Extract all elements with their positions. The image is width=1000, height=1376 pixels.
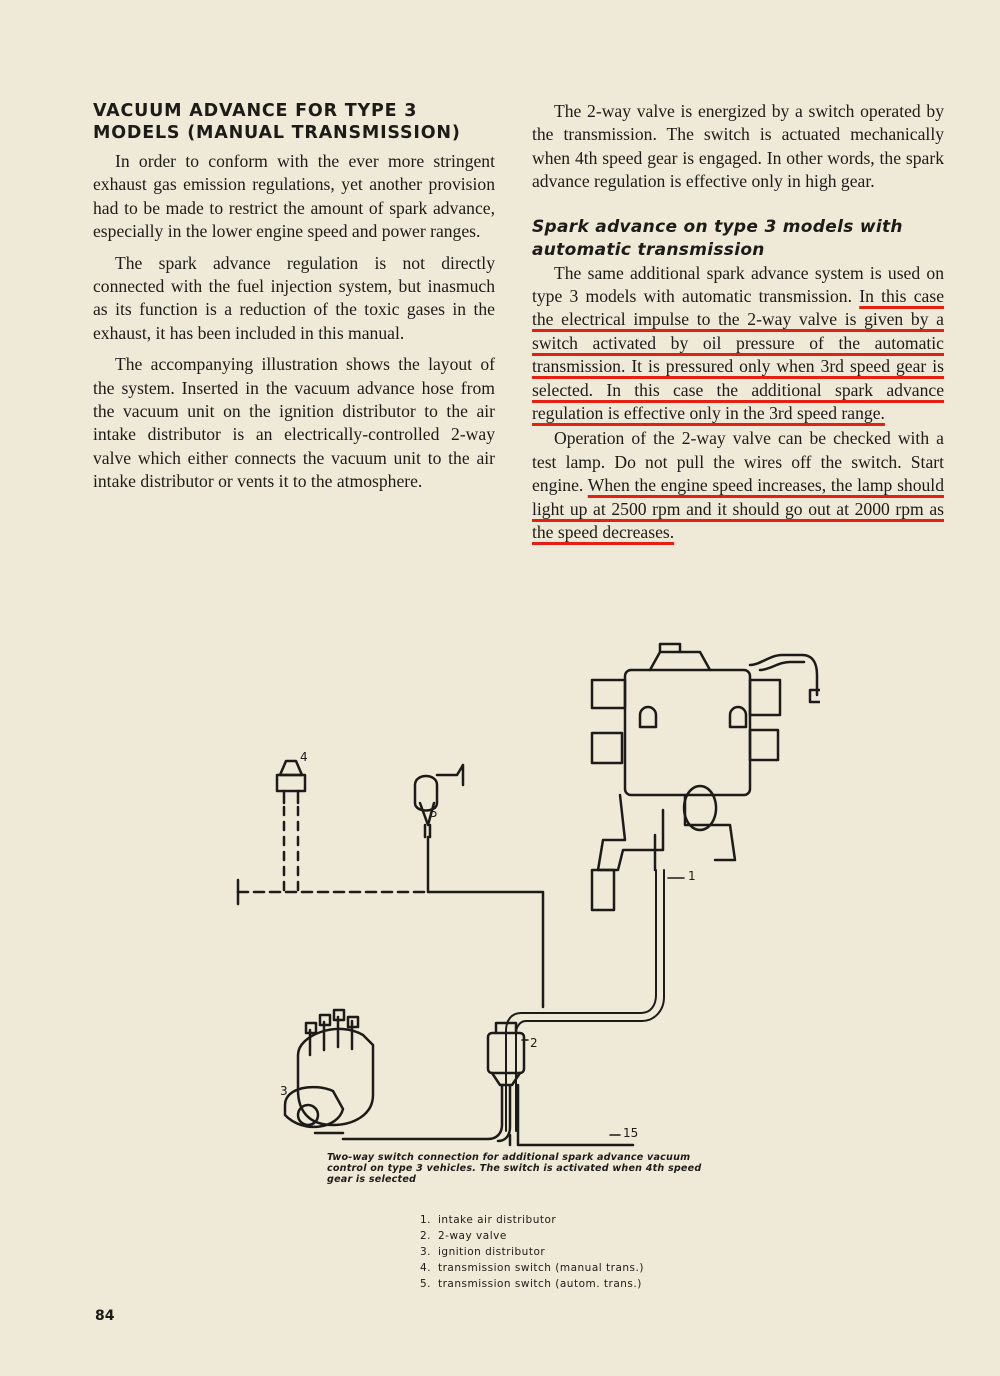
page-number: 84: [95, 1308, 115, 1324]
paragraph-automatic: [532, 262, 944, 426]
wiring-vacuum-diagram: [220, 635, 820, 1185]
right-column: [532, 100, 944, 553]
paragraph-automatic-plain: The same additional spark advance system is used on type 3 models with automatic transmission.: [532, 262, 944, 307]
callout-3: 3: [280, 1084, 288, 1098]
transmission-switch-manual: [238, 761, 428, 904]
transmission-switch-automatic: [415, 765, 543, 1007]
underlined-passage-automatic: In this case the electrical impulse to the 2-way valve is given by a switch activated by oil pressure of the automatic transmission. It is pressured only when 3rd speed gear is selected. In this case the additional spark advance regulation is effective only in the 3rd speed range.: [532, 286, 945, 424]
paragraph-regulation: The spark advance regulation is not directly connected with the fuel injection system, but inasmuch as its function is a reduction of the toxic gases in the exhaust, it has been included in this manual.: [93, 252, 495, 343]
callout-5: 5: [430, 806, 438, 820]
callout-1: 1: [688, 869, 696, 883]
legend-item: 2. 2-way valve: [420, 1230, 507, 1242]
section-heading: VACUUM ADVANCE FOR TYPE 3 MODELS (MANUAL TRANSMISSION): [93, 101, 461, 143]
underlined-passage-rpm: When the engine speed increases, the lamp should light up at 2500 rpm and it should go out at 2000 rpm as the speed decreases.: [532, 475, 944, 543]
figure-caption: Two-way switch connection for additional spark advance vacuum control on type 3 vehicles. The switch is activated when 4th speed gear is selected: [327, 1152, 702, 1185]
vacuum-hose: [506, 870, 664, 1131]
paragraph-two-way-valve: The 2-way valve is energized by a switch operated by the transmission. The switch is actuated mechanically when 4th speed gear is engaged. In other words, the spark advance regulation is effective only in high gear.: [532, 101, 944, 192]
callout-4: 4: [300, 750, 308, 764]
left-column: [93, 100, 495, 502]
two-way-valve: [343, 1023, 633, 1145]
figure-legend: [420, 1212, 644, 1292]
paragraph-emission: In order to conform with the ever more stringent exhaust gas emission regulations, yet another provision had to be made to restrict the amount of spark advance, especially in the lower engine speed and power ranges.: [93, 151, 495, 242]
legend-item: 1. intake air distributor: [420, 1214, 557, 1226]
legend-item: 5. transmission switch (autom. trans.): [420, 1278, 642, 1290]
paragraph-illustration: The accompanying illustration shows the layout of the system. Inserted in the vacuum advance hose from the vacuum unit on the ignition distributor to the air intake distributor is an electrically-controlled 2-way valve which either connects the vacuum unit to the air intake distributor or vents it to the atmosphere.: [93, 354, 495, 492]
legend-item: 3. ignition distributor: [420, 1246, 546, 1258]
callout-15: 15: [623, 1126, 639, 1140]
subsection-heading: Spark advance on type 3 models with automatic transmission: [532, 216, 903, 260]
ignition-distributor: [285, 1010, 373, 1133]
paragraph-test-lamp-plain: Operation of the 2-way valve can be checked with a test lamp. Do not pull the wires off the switch. Start engine.: [532, 428, 944, 496]
paragraph-test-lamp: [532, 427, 944, 544]
intake-air-distributor: [592, 644, 820, 910]
callout-2: 2: [530, 1036, 538, 1050]
legend-item: 4. transmission switch (manual trans.): [420, 1262, 644, 1274]
